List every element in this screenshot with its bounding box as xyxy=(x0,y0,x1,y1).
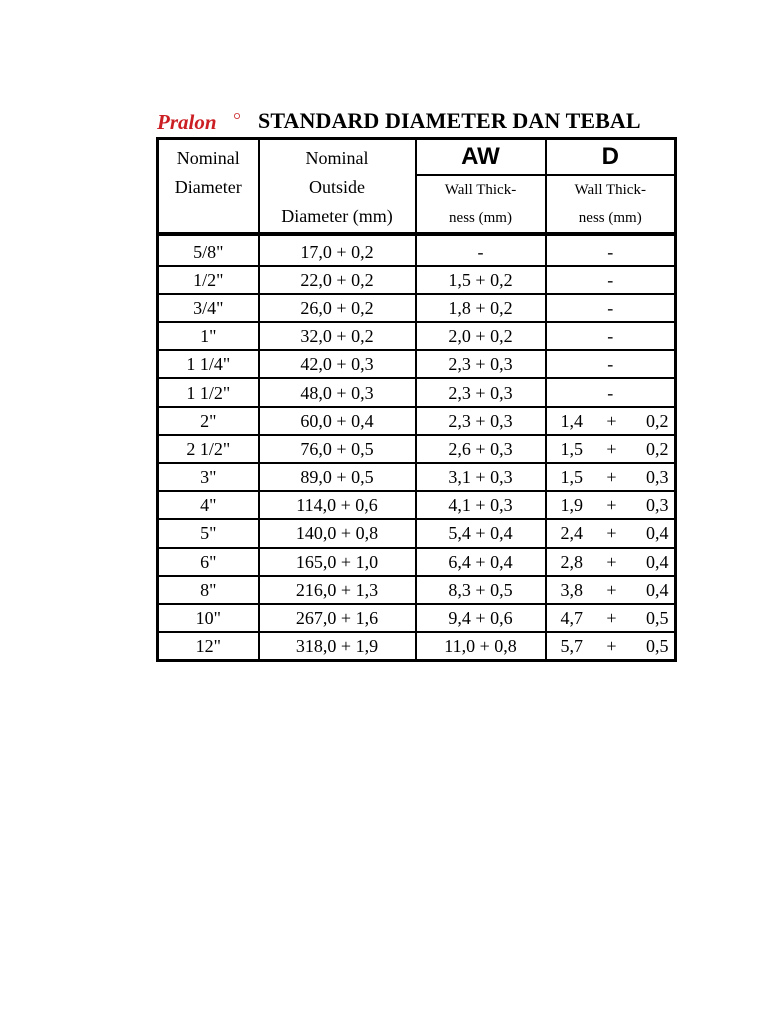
header-label: Diameter (mm) xyxy=(281,206,393,226)
header-label: Outside xyxy=(309,177,365,197)
d-tolerance: 0,2 xyxy=(646,438,669,459)
table-row xyxy=(158,435,676,463)
d-plus-sign: + xyxy=(606,636,617,657)
d-value: 1,5 xyxy=(560,438,583,459)
aw-thickness-cell: 2,3 + 0,3 xyxy=(416,378,546,406)
d-tolerance: 0,5 xyxy=(646,636,669,657)
outside-diameter-cell: 318,0 + 1,9 xyxy=(259,632,416,661)
outside-diameter-cell: 267,0 + 1,6 xyxy=(259,604,416,632)
d-tolerance: 0,5 xyxy=(646,608,669,629)
aw-thickness-cell: 3,1 + 0,3 xyxy=(416,463,546,491)
table-row xyxy=(158,632,676,661)
outside-diameter-cell: 140,0 + 0,8 xyxy=(259,519,416,547)
d-plus-sign: + xyxy=(606,410,617,431)
aw-thickness-cell: 4,1 + 0,3 xyxy=(416,491,546,519)
aw-thickness-cell: 11,0 + 0,8 xyxy=(416,632,546,661)
d-tolerance: 0,2 xyxy=(646,410,669,431)
nominal-diameter-cell: 2" xyxy=(158,407,259,435)
d-tolerance: 0,4 xyxy=(646,579,669,600)
nominal-diameter-cell: 8" xyxy=(158,576,259,604)
outside-diameter-cell: 32,0 + 0,2 xyxy=(259,322,416,350)
header-label: Wall Thick- xyxy=(444,181,517,198)
nominal-diameter-cell: 1 1/4" xyxy=(158,350,259,378)
table-row xyxy=(158,294,676,322)
outside-diameter-cell: 89,0 + 0,5 xyxy=(259,463,416,491)
d-thickness-cell xyxy=(546,491,676,519)
d-tolerance: 0,3 xyxy=(646,495,669,516)
d-value: 1,5 xyxy=(560,467,583,488)
d-thickness-cell: - xyxy=(546,322,676,350)
table-row xyxy=(158,463,676,491)
outside-diameter-cell: 114,0 + 0,6 xyxy=(259,491,416,519)
outside-diameter-cell: 17,0 + 0,2 xyxy=(259,239,416,266)
document-header xyxy=(157,107,677,137)
nominal-diameter-cell: 1 1/2" xyxy=(158,378,259,406)
d-thickness-cell xyxy=(546,463,676,491)
d-value: 3,8 xyxy=(560,579,583,600)
registered-mark-icon xyxy=(234,113,239,118)
d-thickness-cell xyxy=(546,519,676,547)
aw-thickness-cell: 1,5 + 0,2 xyxy=(416,266,546,294)
table-row xyxy=(158,266,676,294)
aw-thickness-cell: - xyxy=(416,239,546,266)
d-plus-sign: + xyxy=(606,551,617,572)
outside-diameter-cell: 165,0 + 1,0 xyxy=(259,548,416,576)
header-label: Diameter xyxy=(174,177,242,197)
d-thickness-cell xyxy=(546,407,676,435)
aw-thickness-cell: 6,4 + 0,4 xyxy=(416,548,546,576)
outside-diameter-cell: 216,0 + 1,3 xyxy=(259,576,416,604)
nominal-diameter-cell: 6" xyxy=(158,548,259,576)
header-label: Nominal xyxy=(305,148,369,168)
pralon-logo xyxy=(157,110,241,134)
nominal-diameter-cell: 4" xyxy=(158,491,259,519)
header-aw-wall-thickness xyxy=(416,175,546,233)
d-plus-sign: + xyxy=(606,495,617,516)
d-thickness-cell: - xyxy=(546,378,676,406)
table-row xyxy=(158,407,676,435)
nominal-diameter-cell: 1" xyxy=(158,322,259,350)
table-body xyxy=(158,239,676,661)
d-tolerance: 0,3 xyxy=(646,467,669,488)
table-row xyxy=(158,604,676,632)
d-plus-sign: + xyxy=(606,523,617,544)
d-thickness-cell xyxy=(546,604,676,632)
outside-diameter-cell: 42,0 + 0,3 xyxy=(259,350,416,378)
nominal-diameter-cell: 5" xyxy=(158,519,259,547)
nominal-diameter-cell: 2 1/2" xyxy=(158,435,259,463)
aw-thickness-cell: 2,3 + 0,3 xyxy=(416,350,546,378)
table-row xyxy=(158,322,676,350)
logo-wordmark: Pralon xyxy=(157,110,217,134)
d-thickness-cell: - xyxy=(546,266,676,294)
d-tolerance: 0,4 xyxy=(646,551,669,572)
nominal-diameter-cell: 1/2" xyxy=(158,266,259,294)
page-title: STANDARD DIAMETER DAN TEBAL xyxy=(258,108,641,133)
aw-thickness-cell: 2,6 + 0,3 xyxy=(416,435,546,463)
d-plus-sign: + xyxy=(606,438,617,459)
nominal-diameter-cell: 12" xyxy=(158,632,259,661)
header-label: Nominal xyxy=(176,148,240,168)
table-row xyxy=(158,491,676,519)
outside-diameter-cell: 26,0 + 0,2 xyxy=(259,294,416,322)
d-thickness-cell xyxy=(546,632,676,661)
d-value: 5,7 xyxy=(560,636,583,657)
aw-thickness-cell: 8,3 + 0,5 xyxy=(416,576,546,604)
header-d-wall-thickness xyxy=(546,175,676,233)
outside-diameter-cell: 60,0 + 0,4 xyxy=(259,407,416,435)
d-thickness-cell: - xyxy=(546,294,676,322)
table-row xyxy=(158,239,676,266)
d-value: 2,4 xyxy=(560,523,583,544)
nominal-diameter-cell: 10" xyxy=(158,604,259,632)
diameter-thickness-table xyxy=(156,137,677,662)
d-tolerance: 0,4 xyxy=(646,523,669,544)
header-nominal-diameter xyxy=(158,139,259,233)
d-thickness-cell: - xyxy=(546,239,676,266)
table-row xyxy=(158,548,676,576)
aw-thickness-cell: 2,3 + 0,3 xyxy=(416,407,546,435)
header-label: Wall Thick- xyxy=(574,181,646,198)
outside-diameter-cell: 22,0 + 0,2 xyxy=(259,266,416,294)
nominal-diameter-cell: 5/8" xyxy=(158,239,259,266)
d-plus-sign: + xyxy=(606,608,617,629)
aw-thickness-cell: 9,4 + 0,6 xyxy=(416,604,546,632)
d-thickness-cell xyxy=(546,548,676,576)
header-nominal-outside-diameter xyxy=(259,139,416,233)
outside-diameter-cell: 48,0 + 0,3 xyxy=(259,378,416,406)
table-row xyxy=(158,519,676,547)
d-plus-sign: + xyxy=(606,579,617,600)
d-thickness-cell xyxy=(546,576,676,604)
d-thickness-cell xyxy=(546,435,676,463)
aw-thickness-cell: 5,4 + 0,4 xyxy=(416,519,546,547)
aw-thickness-cell: 1,8 + 0,2 xyxy=(416,294,546,322)
aw-thickness-cell: 2,0 + 0,2 xyxy=(416,322,546,350)
outside-diameter-cell: 76,0 + 0,5 xyxy=(259,435,416,463)
header-label: ness (mm) xyxy=(449,209,512,226)
d-thickness-cell: - xyxy=(546,350,676,378)
table-row xyxy=(158,350,676,378)
header-label: ness (mm) xyxy=(578,209,642,226)
d-value: 1,9 xyxy=(560,495,583,516)
header-d: D xyxy=(546,139,676,175)
d-value: 2,8 xyxy=(560,551,583,572)
table-row xyxy=(158,576,676,604)
header-aw: AW xyxy=(416,139,546,175)
nominal-diameter-cell: 3" xyxy=(158,463,259,491)
d-value: 1,4 xyxy=(560,410,583,431)
table-row xyxy=(158,378,676,406)
nominal-diameter-cell: 3/4" xyxy=(158,294,259,322)
d-plus-sign: + xyxy=(606,467,617,488)
d-value: 4,7 xyxy=(560,608,583,629)
